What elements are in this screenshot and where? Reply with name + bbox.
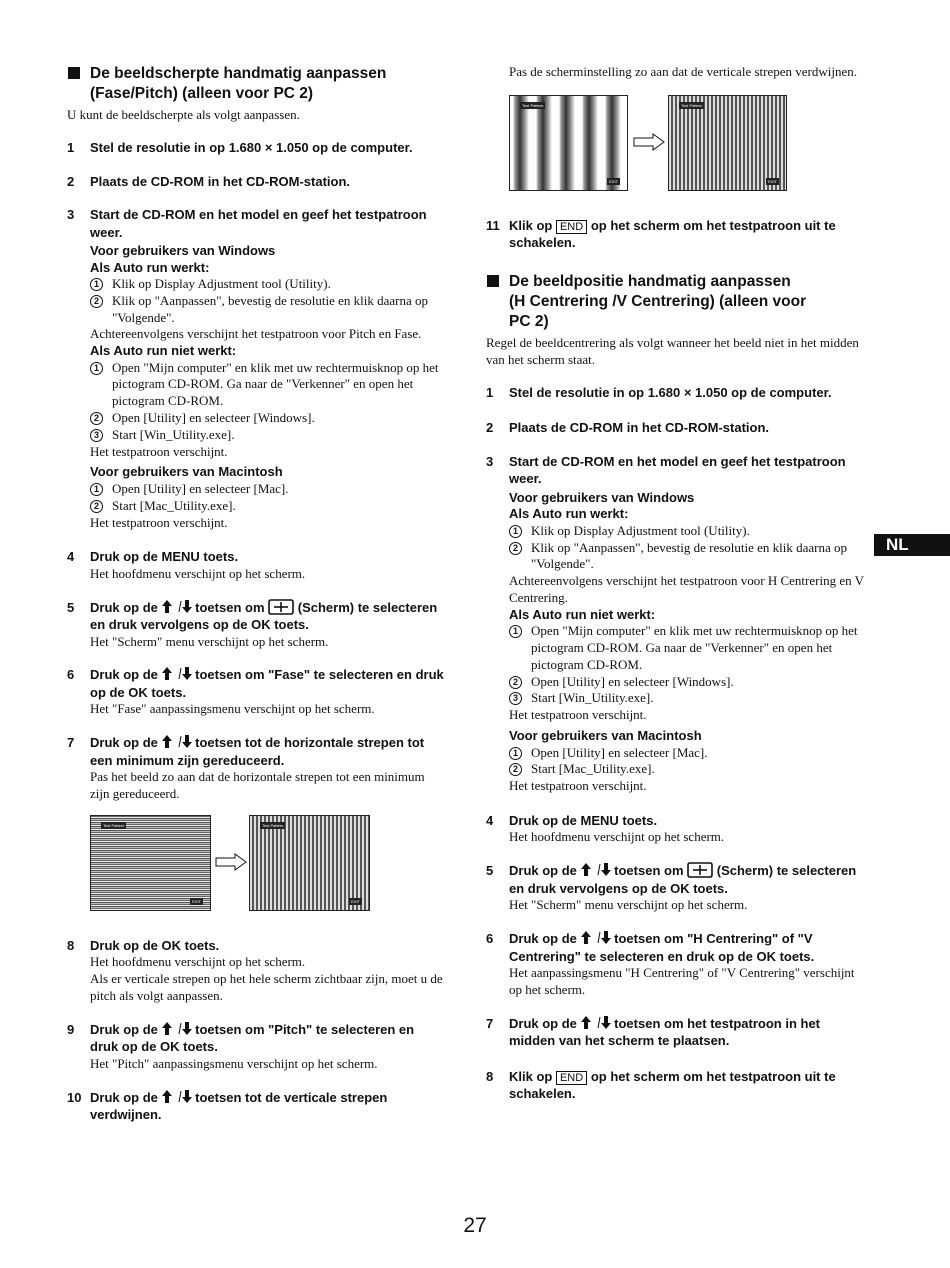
end-key: END (556, 220, 587, 234)
circled-1-icon: 1 (509, 747, 522, 760)
up-down-arrows-icon (162, 1090, 192, 1103)
step-2 (486, 419, 864, 437)
step-7 (67, 734, 445, 915)
body-text: Het hoofdmenu verschijnt op het scherm. (90, 954, 306, 970)
step-1 (67, 139, 445, 157)
heading-line: De beeldpositie handmatig aanpassen (509, 272, 791, 290)
step-title: Klik op END op het scherm om het testpatroon uit te schakelen. (509, 1068, 836, 1102)
test-pattern-before: Test Pattern EXIT (90, 815, 211, 911)
right-arrow-icon (633, 133, 665, 151)
end-key: END (556, 1071, 587, 1085)
step-number: 2 (486, 420, 494, 436)
step-4 (67, 548, 445, 582)
step-8 (67, 937, 445, 1005)
page-number: 27 (463, 1214, 487, 1237)
step-title: Plaats de CD-ROM in het CD-ROM-station. (509, 420, 770, 436)
circled-item: 1 Klik op Display Adjustment tool (Utility). (90, 276, 445, 293)
step-9 (67, 1021, 445, 1073)
circled-item: 2 Start [Mac_Utility.exe]. (90, 498, 445, 515)
section-intro: U kunt de beeldscherpte als volgt aanpassen. (67, 107, 300, 122)
body-text: Het testpatroon verschijnt. (509, 778, 647, 794)
step-number: 11 (486, 217, 500, 233)
circled-1-icon: 1 (509, 625, 522, 638)
autorun-heading: Als Auto run werkt: (509, 506, 629, 522)
step-number: 7 (67, 735, 75, 751)
step-number: 1 (67, 140, 75, 155)
body-text: Het "Pitch" aanpassingsmenu verschijnt op het scherm. (90, 1055, 378, 1071)
up-down-arrows-icon (581, 1016, 611, 1029)
figure-phase-adjust (90, 815, 445, 915)
body-text: Het hoofdmenu verschijnt op het scherm. (509, 829, 725, 845)
circled-item: 1 Open [Utility] en selecteer [Mac]. (90, 481, 445, 498)
test-pattern-before: Test Pattern EXIT (509, 95, 628, 191)
step-title: Druk op de toetsen tot de verticale strepen verdwijnen. (90, 1089, 388, 1123)
body-text: Pas het beeld zo aan dat de horizontale strepen tot een minimum zijn gereduceerd. (90, 769, 425, 802)
section-heading-position (486, 272, 864, 332)
circled-2-icon: 2 (90, 412, 103, 425)
step-number: 3 (486, 453, 494, 469)
circled-2-icon: 2 (509, 676, 522, 689)
up-down-arrows-icon (162, 600, 192, 613)
step-3 (67, 206, 445, 531)
step-number: 5 (67, 599, 75, 615)
step-6 (486, 930, 864, 999)
step-number: 8 (486, 1068, 494, 1084)
heading-line: (Fase/Pitch) (alleen voor PC 2) (90, 85, 314, 102)
figure-pitch-adjust (509, 95, 864, 195)
circled-2-icon: 2 (90, 500, 103, 513)
up-down-arrows-icon (581, 931, 611, 944)
step-7 (486, 1015, 864, 1050)
step-title: Druk op de toetsen om het testpatroon in het midden van het scherm te plaatsen. (509, 1015, 820, 1049)
step-10 (67, 1089, 445, 1124)
step-title: Druk op de MENU toets. (90, 549, 239, 565)
circled-item: 3 Start [Win_Utility.exe]. (509, 690, 864, 707)
circled-1-icon: 1 (90, 278, 103, 291)
body-text: Achtereenvolgens verschijnt het testpatroon voor H Centrering en V Centrering. (509, 573, 864, 605)
circled-2-icon: 2 (509, 542, 522, 555)
no-autorun-heading: Als Auto run niet werkt: (90, 343, 237, 359)
step-6 (67, 666, 445, 718)
mac-heading: Voor gebruikers van Macintosh (509, 728, 702, 744)
no-autorun-heading: Als Auto run niet werkt: (509, 606, 656, 622)
step-number: 5 (486, 863, 494, 879)
circled-item: 2 Start [Mac_Utility.exe]. (509, 761, 864, 778)
bullet-square-icon (487, 275, 499, 287)
step-title: Druk op de MENU toets. (509, 812, 658, 828)
section-heading-sharpness (67, 64, 445, 104)
step-2 (67, 173, 445, 191)
circled-item: 1 Open "Mijn computer" en klik met uw rechtermuisknop op het pictogram CD-ROM. Ga naar de "Verkenner" en open het pictogram CD-ROM. (90, 360, 445, 410)
heading-line: De beeldscherpte handmatig aanpassen (90, 65, 387, 82)
circled-2-icon: 2 (509, 763, 522, 776)
windows-heading: Voor gebruikers van Windows (90, 243, 276, 258)
step-number: 6 (67, 667, 75, 683)
circled-3-icon: 3 (509, 692, 522, 705)
step-8 (486, 1068, 864, 1103)
step-title: Stel de resolutie in op 1.680 × 1.050 op de computer. (509, 384, 832, 400)
step-title: Plaats de CD-ROM in het CD-ROM-station. (90, 173, 351, 189)
step-title: Stel de resolutie in op 1.680 × 1.050 op de computer. (90, 140, 413, 155)
screen-menu-icon (268, 599, 294, 615)
step-title: Druk op de toetsen om (Scherm) te selecteren en druk vervolgens op de OK toets. (90, 599, 438, 633)
up-down-arrows-icon (162, 735, 192, 748)
step-number: 3 (67, 207, 75, 222)
circled-item: 2 Klik op "Aanpassen", bevestig de resolutie en klik daarna op "Volgende". (509, 540, 864, 574)
test-pattern-after: Test Pattern EXIT (668, 95, 787, 191)
step-title: Druk op de toetsen tot de horizontale strepen tot een minimum zijn gereduceerd. (90, 735, 425, 768)
circled-1-icon: 1 (90, 362, 103, 375)
step-number: 4 (67, 549, 75, 565)
step-number: 4 (486, 812, 494, 828)
section-intro: Regel de beeldcentrering als volgt wanneer het beeld niet in het midden van het scherm staat. (486, 334, 859, 367)
body-text: Als er verticale strepen op het hele scherm zichtbaar zijn, moet u de pitch als volgt aanpassen. (90, 971, 443, 1003)
step-title: Druk op de toetsen om (Scherm) te selecteren en druk vervolgens op de OK toets. (509, 863, 857, 896)
circled-item: 2 Open [Utility] en selecteer [Windows]. (509, 674, 864, 691)
step-5 (67, 599, 445, 651)
step-4 (486, 812, 864, 846)
step-11 (486, 217, 864, 252)
body-text: Het testpatroon verschijnt. (90, 443, 228, 459)
circled-item: 1 Open "Mijn computer" en klik met uw rechtermuisknop op het pictogram CD-ROM. Ga naar de "Verkenner" en open het pictogram CD-ROM. (509, 623, 864, 673)
step-title: Start de CD-ROM en het model en geef het testpatroon weer. (90, 207, 427, 240)
windows-heading: Voor gebruikers van Windows (509, 489, 695, 505)
circled-item: 3 Start [Win_Utility.exe]. (90, 427, 445, 444)
step-title: Klik op END op het scherm om het testpatroon uit te schakelen. (509, 217, 836, 251)
right-column (486, 64, 864, 1103)
circled-1-icon: 1 (90, 483, 103, 496)
step-title: Start de CD-ROM en het model en geef het testpatroon weer. (509, 453, 846, 487)
body-text: Het hoofdmenu verschijnt op het scherm. (90, 565, 306, 581)
body-text: Achtereenvolgens verschijnt het testpatroon voor Pitch en Fase. (90, 326, 422, 342)
circled-2-icon: 2 (90, 295, 103, 308)
body-text: Het "Scherm" menu verschijnt op het scherm. (90, 633, 329, 649)
language-tab: NL (874, 534, 950, 556)
step-number: 8 (67, 937, 75, 953)
body-text: Het testpatroon verschijnt. (90, 514, 228, 530)
mac-heading: Voor gebruikers van Macintosh (90, 464, 283, 480)
step-number: 10 (67, 1089, 82, 1105)
step-number: 6 (486, 931, 494, 947)
step-title: Druk op de OK toets. (90, 937, 220, 953)
circled-item: 1 Klik op Display Adjustment tool (Utility). (509, 523, 864, 540)
step-1 (486, 384, 864, 402)
circled-item: 2 Klik op "Aanpassen", bevestig de resolutie en klik daarna op "Volgende". (90, 293, 445, 327)
body-text: Het aanpassingsmenu "H Centrering" of "V Centrering" verschijnt op het scherm. (509, 965, 855, 997)
autorun-heading: Als Auto run werkt: (90, 259, 210, 275)
step-number: 2 (67, 173, 75, 189)
up-down-arrows-icon (162, 667, 192, 680)
circled-item: 1 Open [Utility] en selecteer [Mac]. (509, 745, 864, 762)
bullet-square-icon (68, 67, 80, 79)
screen-menu-icon (687, 862, 713, 878)
circled-item: 2 Open [Utility] en selecteer [Windows]. (90, 410, 445, 427)
step-title: Druk op de toetsen om "Fase" te selecteren en druk op de OK toets. (90, 667, 444, 700)
left-column (67, 64, 445, 1124)
test-pattern-after: Test Pattern EXIT (249, 815, 370, 911)
step-number: 7 (486, 1015, 494, 1031)
heading-line: PC 2) (509, 312, 549, 330)
heading-line: (H Centrering /V Centrering) (alleen voor (509, 292, 807, 310)
up-down-arrows-icon (162, 1022, 192, 1035)
body-text: Het "Scherm" menu verschijnt op het scherm. (509, 897, 748, 913)
circled-1-icon: 1 (509, 525, 522, 538)
step-title: Druk op de toetsen om "H Centrering" of "V Centrering" te selecteren en druk op de OK toets. (509, 931, 815, 964)
up-down-arrows-icon (581, 863, 611, 876)
continuation-text: Pas de scherminstelling zo aan dat de verticale strepen verdwijnen. (509, 64, 857, 79)
step-5 (486, 862, 864, 914)
step-title: Druk op de toetsen om "Pitch" te selecteren en druk op de OK toets. (90, 1021, 415, 1055)
body-text: Het "Fase" aanpassingsmenu verschijnt op het scherm. (90, 701, 375, 717)
step-3 (486, 453, 864, 795)
circled-3-icon: 3 (90, 429, 103, 442)
body-text: Het testpatroon verschijnt. (509, 707, 647, 723)
right-arrow-icon (215, 853, 247, 871)
step-number: 9 (67, 1021, 75, 1037)
step-number: 1 (486, 384, 494, 400)
